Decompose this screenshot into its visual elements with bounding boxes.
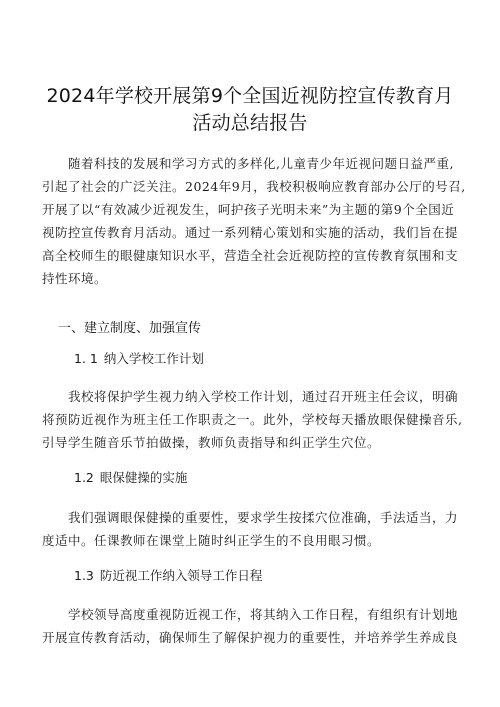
section-heading: 一、建立制度、加强宣传: [58, 321, 202, 336]
intro-line: 高全校师生的眼健康知识水平，营造全社会近视防控的宣传教育氛围和支: [42, 248, 459, 263]
paragraph-line: 将预防近视作为班主任工作职责之一。此外，学校每天播放眼保健操音乐,: [42, 412, 463, 427]
paragraph-line: 度适中。任课教师在课堂上随时纠正学生的不良用眼习惯。: [42, 533, 381, 548]
subsection-heading: [74, 468, 187, 488]
subsection-title: 纳入学校工作计划: [103, 351, 204, 366]
intro-line: 持性环境。: [42, 271, 108, 286]
subsection-heading: [74, 349, 204, 369]
paragraph: [42, 385, 462, 454]
paragraph: [42, 506, 462, 552]
intro-line: 视防控宣传教育月活动。通过一系列精心策划和实施的活动，我们旨在提: [42, 225, 459, 240]
paragraph-line: 学校领导高度重视防近视工作，将其纳入工作日程，有组织有计划地: [68, 607, 459, 622]
paragraph-line: 我校将保护学生视力纳入学校工作计划，通过召开班主任会议，明确: [68, 389, 459, 404]
subsection-title: 防近视工作纳入领导工作日程: [99, 568, 263, 583]
document-title-line-1: 2024年学校开展第9个全国近视防控宣传教育月: [46, 85, 454, 107]
subsection-title: 眼保健操的实施: [99, 470, 188, 485]
subsection-number: 1. 1: [74, 351, 98, 366]
intro-line: 引起了社会的广泛关注。2024年9月，我校积极响应教育部办公厅的号召,: [42, 179, 466, 194]
paragraph-line: 引导学生随音乐节拍做操，教师负责指导和纠正学生穴位。: [42, 435, 381, 450]
subsection-number: 1.3: [74, 568, 94, 583]
paragraph-line: 开展宣传教育活动，确保师生了解保护视力的重要性，并培养学生养成良: [42, 630, 459, 645]
document-title-line-2: 活动总结报告: [192, 112, 308, 134]
paragraph: [42, 603, 462, 649]
subsection-number: 1.2: [74, 470, 94, 485]
intro-line: 随着科技的发展和学习方式的多样化,儿童青少年近视问题日益严重,: [68, 156, 454, 171]
paragraph-line: 我们强调眼保健操的重要性，要求学生按揉穴位准确，手法适当，力: [68, 510, 459, 525]
intro-paragraph: [42, 152, 466, 290]
intro-line: 开展了以“有效减少近视发生，呵护孩子光明未来”为主题的第9个全国近: [42, 202, 455, 217]
subsection-heading: [74, 566, 262, 586]
